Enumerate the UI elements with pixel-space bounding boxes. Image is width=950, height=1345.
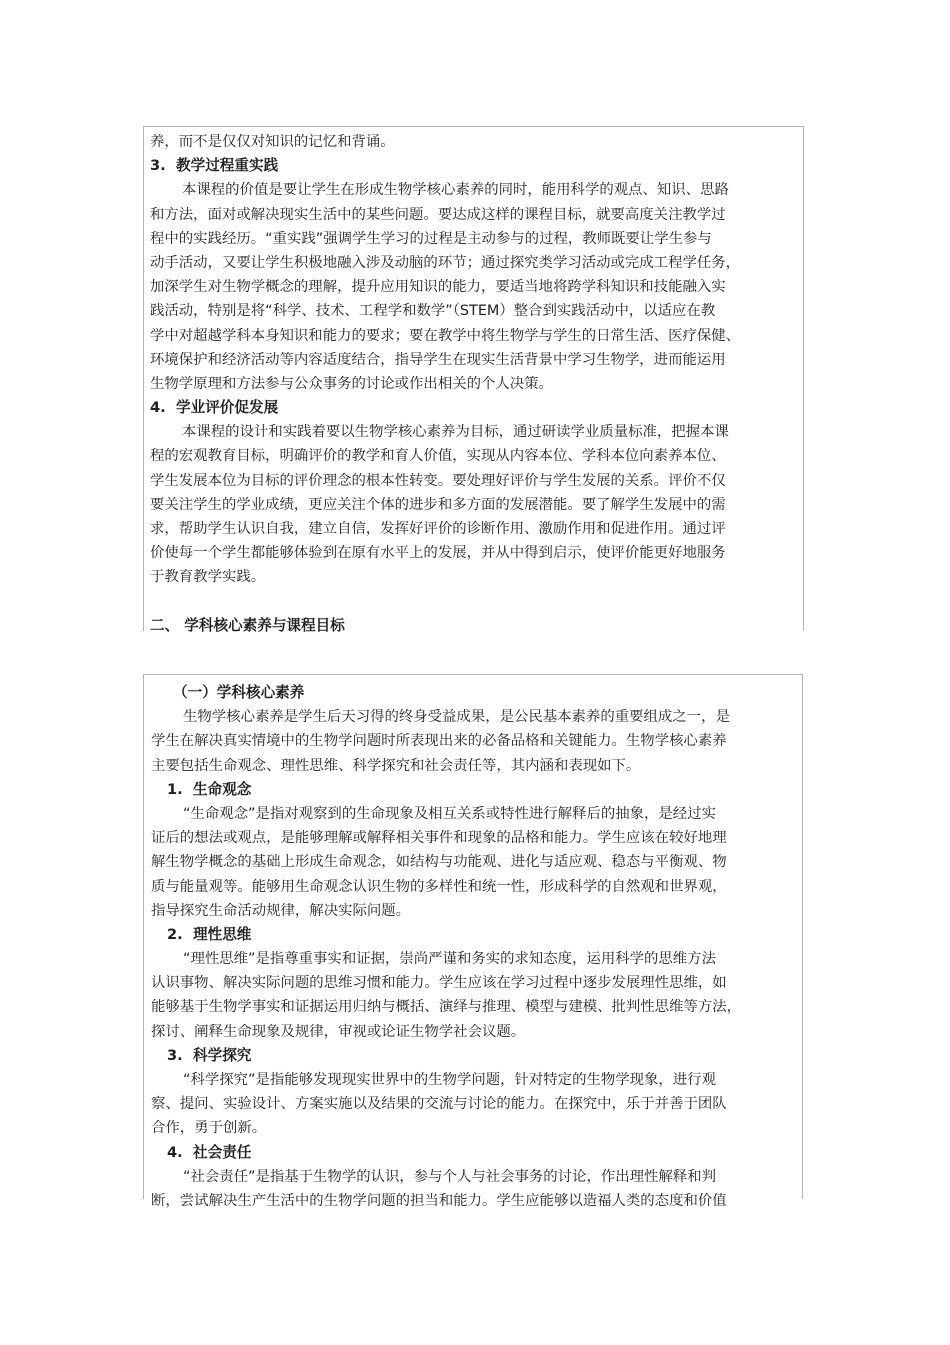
item-heading-4 xyxy=(151,1141,786,1165)
paragraph-line: 证后的想法或观点，是能够理解或解释相关事件和现象的品格和能力。学生应该在较好地理 xyxy=(151,830,727,847)
document-page-lower xyxy=(143,674,803,1209)
heading-4 xyxy=(150,396,787,420)
section-heading: 二、 学科核心素养与课程目标 xyxy=(150,616,345,634)
paragraph-line: 解生物学概念的基础上形成生命观念，如结构与功能观、进化与适应观、稳态与平衡观、物 xyxy=(151,854,727,871)
blank-spacer xyxy=(150,590,787,614)
paragraph-line: 加深学生对生物学概念的理解，提升应用知识的能力，要适当地将跨学科知识和技能融入实 xyxy=(150,279,726,296)
paragraph-line: 指导探究生命活动规律，解决实际问题。 xyxy=(151,902,411,919)
paragraph-line: 和方法，面对或解决现实生活中的某些问题。要达成这样的课程目标，就要高度关注教学过 xyxy=(150,206,726,223)
paragraph-line: 动手活动，又要让学生积极地融入涉及动脑的环节；通过探究类学习活动或完成工程学任务， xyxy=(150,254,741,271)
paragraph-line: 践活动，特别是将“科学、技术、工程学和数学”（STEM）整合到实践活动中，以适应在教 xyxy=(150,303,716,320)
paragraph-line: 本课程的设计和实践着要以生物学核心素养为目标，通过研读学业质量标准，把握本课 xyxy=(182,424,729,441)
paragraph-line: 学中对超越学科本身知识和能力的要求；要在教学中将生物学与学生的日常生活、医疗保健、 xyxy=(150,327,741,344)
heading-title: 社会责任 xyxy=(193,1143,252,1161)
subsection-heading: （一）学科核心素养 xyxy=(173,684,305,701)
heading-title: 科学探究 xyxy=(193,1046,252,1064)
paragraph-line: 程中的实践经历。“重实践”强调学生学习的过程是主动参与的过程，教师既要让学生参与 xyxy=(150,230,712,247)
paragraph-line: 程的宏观教育目标，明确评价的教学和育人价值，实现从内容本位、学科本位向素养本位、 xyxy=(150,448,726,465)
paragraph-line: 探讨、阐释生命现象及规律，审视或论证生物学社会议题。 xyxy=(151,1023,526,1040)
paragraph-line: 环境保护和经济活动等内容适度结合，指导学生在现实生活背景中学习生物学，进而能运用 xyxy=(150,351,726,368)
paragraph-line: “理性思维”是指尊重事实和证据，崇尚严谨和务实的求知态度，运用科学的思维方法 xyxy=(183,951,716,968)
item-heading-1 xyxy=(151,778,786,802)
paragraph-line: 能够基于生物学事实和证据运用归纳与概括、演绎与推理、模型与建模、批判性思维等方法， xyxy=(151,999,742,1016)
heading-number: 3. xyxy=(167,1046,183,1064)
heading-title: 理性思维 xyxy=(193,925,252,943)
paragraph-line: “科学探究”是指能够发现现实世界中的生物学问题，针对特定的生物学现象，进行观 xyxy=(183,1072,716,1088)
paragraph-line: 生物学原理和方法参与公众事务的讨论或作出相关的个人决策。 xyxy=(150,375,553,392)
paragraph-line: 认识事物、解决实际问题的思维习惯和能力。学生应该在学习过程中逐步发展理性思维，如 xyxy=(151,975,727,992)
paragraph-line: 生物学核心素养是学生后天习得的终身受益成果，是公民基本素养的重要组成之一，是 xyxy=(183,709,730,726)
heading-title: 教学过程重实践 xyxy=(176,157,279,175)
paragraph-line: 学生在解决真实情境中的生物学问题时所表现出来的必备品格和关键能力。生物学核心素养 xyxy=(151,733,727,750)
paragraph-line: 本课程的价值是要让学生在形成生物学核心素养的同时，能用科学的观点、知识、思路 xyxy=(182,182,729,199)
item-heading-3 xyxy=(151,1044,786,1068)
paragraph-line: 质与能量观等。能够用生命观念认识生物的多样性和统一性，形成科学的自然观和世界观， xyxy=(151,878,727,895)
paragraph-line: 求，帮助学生认识自我，建立自信，发挥好评价的诊断作用、激励作用和促进作用。通过评 xyxy=(150,521,726,537)
heading-number: 4. xyxy=(167,1143,183,1161)
paragraph-line: “社会责任”是指基于生物学的认识，参与个人与社会事务的讨论，作出理性解释和判 xyxy=(183,1168,716,1185)
paragraph-line: 要关注学生的学业成绩，更应关注个体的进步和多方面的发展潜能。要了解学生发展中的需 xyxy=(150,496,726,513)
paragraph-line: 学生发展本位为目标的评价理念的根本性转变。要处理好评价与学生发展的关系。评价不仅 xyxy=(150,472,726,489)
paragraph-line: 察、提问、实验设计、方案实施以及结果的交流与讨论的能力。在探究中，乐于并善于团队 xyxy=(151,1096,727,1113)
heading-number: 1. xyxy=(167,780,183,798)
paragraph-line: “生命观念”是指对观察到的生命现象及相互关系或特性进行解释后的抽象，是经过实 xyxy=(183,805,716,822)
paragraph-line: 于教育教学实践。 xyxy=(150,569,266,586)
heading-number: 4. xyxy=(150,399,166,417)
paragraph-line: 断，尝试解决生产生活中的生物学问题的担当和能力。学生应能够以造福人类的态度和价值 xyxy=(151,1192,727,1209)
paragraph-line: 合作，勇于创新。 xyxy=(151,1120,267,1137)
lead-line: 养，而不是仅仅对知识的记忆和背诵。 xyxy=(150,134,395,150)
heading-number: 3. xyxy=(150,157,166,175)
document-page-upper xyxy=(143,126,804,634)
item-heading-2 xyxy=(151,923,786,947)
paragraph-line: 价使每一个学生都能够体验到在原有水平上的发展，并从中得到启示，使评价能更好地服务 xyxy=(150,545,726,562)
heading-title: 学业评价促发展 xyxy=(176,399,279,417)
paragraph-line: 主要包括生命观念、理性思维、科学探究和社会责任等，其内涵和表现如下。 xyxy=(151,757,641,774)
heading-number: 2. xyxy=(167,925,183,943)
heading-title: 生命观念 xyxy=(193,780,252,798)
heading-3 xyxy=(150,154,787,178)
